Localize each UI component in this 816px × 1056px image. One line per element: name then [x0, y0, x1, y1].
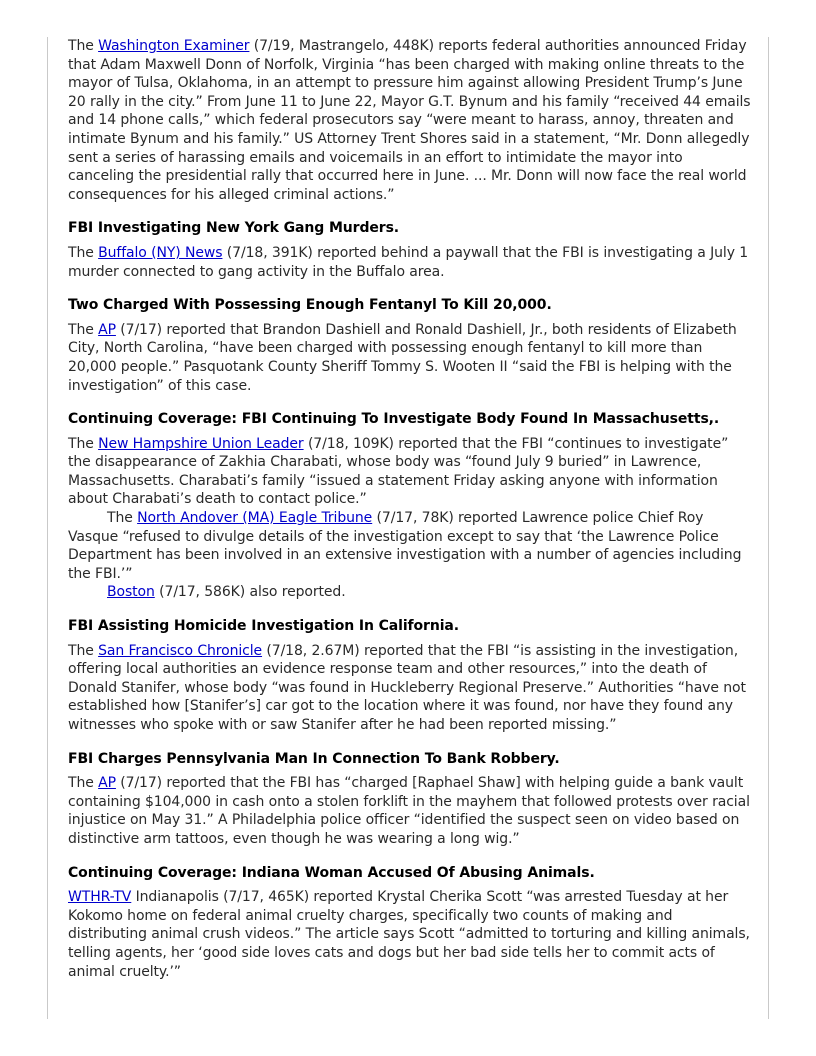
article-paragraph: WTHR-TV Indianapolis (7/17, 465K) reported Krystal Cherika Scott “was arrested Tuesday at her Kokomo home on federal animal cruelty charges, specifically two counts of making and distributing animal crush videos.” The article says Scott “admitted to torturing and killing animals, telling agents, her ‘good side loves cats and dogs but her bad side tells her to commit acts of animal cruelty.’” [68, 889, 750, 980]
headline-pennsylvania-bank-robbery: FBI Charges Pennsylvania Man In Connection To Bank Robbery. [68, 750, 560, 767]
source-link-ap[interactable]: AP [98, 775, 116, 792]
headline-indiana-animal-abuse: Continuing Coverage: Indiana Woman Accused Of Abusing Animals. [68, 864, 595, 881]
headline-massachusetts-body: Continuing Coverage: FBI Continuing To Investigate Body Found In Massachusetts,. [68, 411, 720, 428]
source-link-boston[interactable]: Boston [107, 584, 155, 601]
article-paragraph: The AP (7/17) reported that the FBI has “charged [Raphael Shaw] with helping guide a bank vault containing $104,000 in cash onto a stolen forklift in the mayhem that followed protests over racial injustice on May 31.” A Philadelphia police officer “identified the suspect seen on video based on distinctive arm tattoos, even though he was wearing a long wig.” [68, 775, 750, 847]
source-link-eagle-tribune[interactable]: North Andover (MA) Eagle Tribune [137, 510, 373, 527]
article-paragraph: Boston (7/17, 586K) also reported. [107, 584, 346, 601]
left-margin-rule [47, 37, 48, 1019]
source-link-nh-union-leader[interactable]: New Hampshire Union Leader [98, 435, 304, 452]
news-clips-body [68, 37, 752, 981]
source-link-buffalo-news[interactable]: Buffalo (NY) News [98, 244, 223, 261]
article-paragraph: The San Francisco Chronicle (7/18, 2.67M) reported that the FBI “is assisting in the investigation, offering local authorities an evidence response team and other resources,” into the death of Donald Stanifer, whose body “was found in Huckleberry Regional Preserve.” Authorities “have not established how [Stanifer’s] car got to the location where it was found, nor have they found any witnesses who spoke with or saw Stanifer after he had been reported missing.” [68, 642, 746, 733]
article-paragraph: The Washington Examiner (7/19, Mastrangelo, 448K) reports federal authorities announced Friday that Adam Maxwell Donn of Norfolk, Virginia “has been charged with making online threats to the mayor of Tulsa, Oklahoma, in an attempt to pressure him against allowing President Trump’s June 20 rally in the city.” From June 11 to June 22, Mayor G.T. Bynum and his family “received 44 emails and 14 phone calls,” which federal prosecutors say “were meant to harass, annoy, threaten and intimate Bynum and his family.” US Attorney Trent Shores said in a statement, “Mr. Donn allegedly sent a series of harassing emails and voicemails in an effort to intimidate the mayor into canceling the presidential rally that occurred here in June. ... Mr. Donn will now face the real world consequences for his alleged criminal actions.” [68, 38, 751, 203]
source-link-sf-chronicle[interactable]: San Francisco Chronicle [98, 642, 263, 659]
article-paragraph: The Buffalo (NY) News (7/18, 391K) reported behind a paywall that the FBI is investigating a July 1 murder connected to gang activity in the Buffalo area. [68, 244, 749, 280]
right-margin-rule [768, 37, 769, 1019]
source-link-washington-examiner[interactable]: Washington Examiner [98, 38, 250, 54]
headline-ny-gang-murders: FBI Investigating New York Gang Murders. [68, 220, 400, 237]
source-link-wthr-tv[interactable]: WTHR-TV [68, 889, 132, 906]
article-paragraph: The New Hampshire Union Leader (7/18, 109K) reported that the FBI “continues to investigate” the disappearance of Zakhia Charabati, whose body was “found July 9 buried” in Lawrence, Massachusetts. Charabati’s family “issued a statement Friday asking anyone with information about Charabati’s death to contact police.” [68, 435, 729, 508]
headline-fentanyl-charges: Two Charged With Possessing Enough Fentanyl To Kill 20,000. [68, 297, 552, 314]
headline-california-homicide: FBI Assisting Homicide Investigation In California. [68, 618, 459, 635]
source-link-ap[interactable]: AP [98, 321, 116, 338]
article-paragraph: The AP (7/17) reported that Brandon Dashiell and Ronald Dashiell, Jr., both residents of Elizabeth City, North Carolina, “have been charged with possessing enough fentanyl to kill more than 20,000 people.” Pasquotank County Sheriff Tommy S. Wooten II “said the FBI is helping with the investigation” of this case. [68, 321, 737, 394]
article-paragraph: The North Andover (MA) Eagle Tribune (7/17, 78K) reported Lawrence police Chief Roy Vasque “refused to divulge details of the investigation except to say that ‘the Lawrence Police Department has been involved in an extensive investigation with a number of agencies including the FBI.’” [68, 510, 742, 582]
